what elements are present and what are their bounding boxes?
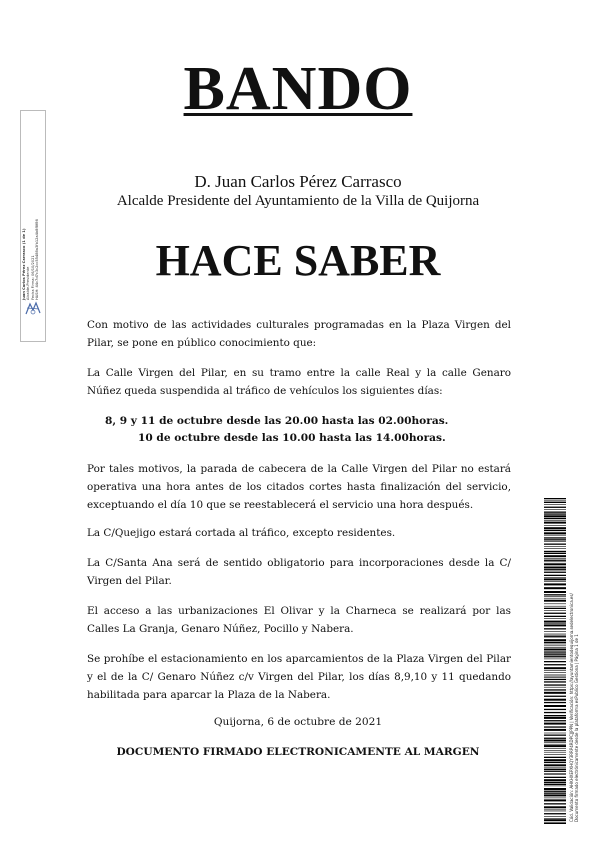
- barcode-caption: [569, 492, 579, 822]
- paragraph-intro: Con motivo de las actividades culturales programadas en la Plaza Virgen del Pilar, se pone en público conocimiento que:: [87, 319, 511, 349]
- electronic-signature-note: DOCUMENTO FIRMADO ELECTRONICAMENTE AL MARGEN: [116, 746, 480, 758]
- paragraph-quejigo: La C/Quejigo estará cortada al tráfico, excepto residentes.: [87, 527, 396, 539]
- signature-seal-icon: [24, 300, 42, 318]
- mayor-role: Alcalde Presidente del Ayuntamiento de la Villa de Quijorna: [116, 193, 480, 209]
- mayor-name: D. Juan Carlos Pérez Carrasco: [194, 172, 402, 191]
- schedule-line-1: 8, 9 y 11 de octubre desde las 20.00 hasta las 02.00horas.: [105, 415, 449, 427]
- paragraph-parking: Se prohíbe el estacionamiento en los aparcamientos de la Plaza Virgen del Pilar y el de la C/ Genaro Núñez c/v Virgen del Pilar, los días 8,9,10 y 11 quedando habilitada para aparcar la Plaza de la Nabera.: [87, 653, 511, 701]
- paragraph-street-closure: La Calle Virgen del Pilar, en su tramo entre la calle Real y la calle Genaro Núñez queda suspendida al tráfico de vehículos los siguientes días:: [87, 367, 511, 397]
- barcode-caption-line-2: Documento firmado electrónicamente desde la plataforma esPublico Gestiona | Página 1 de 1: [574, 634, 579, 822]
- schedule-line-2: 10 de octubre desde las 10.00 hasta las 14.00horas.: [138, 432, 446, 444]
- signature-date: Fecha Firma: 06/10/2021: [30, 255, 35, 300]
- paragraph-santa-ana: La C/Santa Ana será de sentido obligatorio para incorporaciones desde la C/ Virgen del Pilar.: [87, 557, 511, 587]
- document-title: BANDO: [183, 55, 413, 123]
- signature-signer: Juan Carlos Pérez Carrasco (1 de 1): [22, 228, 26, 300]
- barcode-caption-line-1: Cód. Validación: AHKHXEPXHQY3RRP4RDPCJJPPN | Verificación: https://ayuntamientodequijorna.sedelectronica.es/: [569, 593, 574, 822]
- signature-text: [22, 100, 39, 300]
- paragraph-bus-stop: Por tales motivos, la parada de cabecera de la Calle Virgen del Pilar no estará operativa una hora antes de los citados cortes hasta finalización del servicio, exceptuando el día 10 que se reestablecerá el servicio una hora después.: [87, 463, 511, 511]
- place-date: Quijorna, 6 de octubre de 2021: [213, 716, 383, 728]
- heading-hace-saber: HACE SABER: [155, 236, 441, 285]
- paragraph-urbanizations: El acceso a las urbanizaciones El Olivar y la Charneca se realizará por las Calles La Granja, Genaro Núñez, Pocillo y Nabera.: [87, 605, 511, 635]
- signature-role: Alcalde-Presidente: [26, 266, 31, 300]
- signature-hash: HASH: 44c7d7c3c2cc55488a3fb12a4b8f8f86: [34, 219, 39, 300]
